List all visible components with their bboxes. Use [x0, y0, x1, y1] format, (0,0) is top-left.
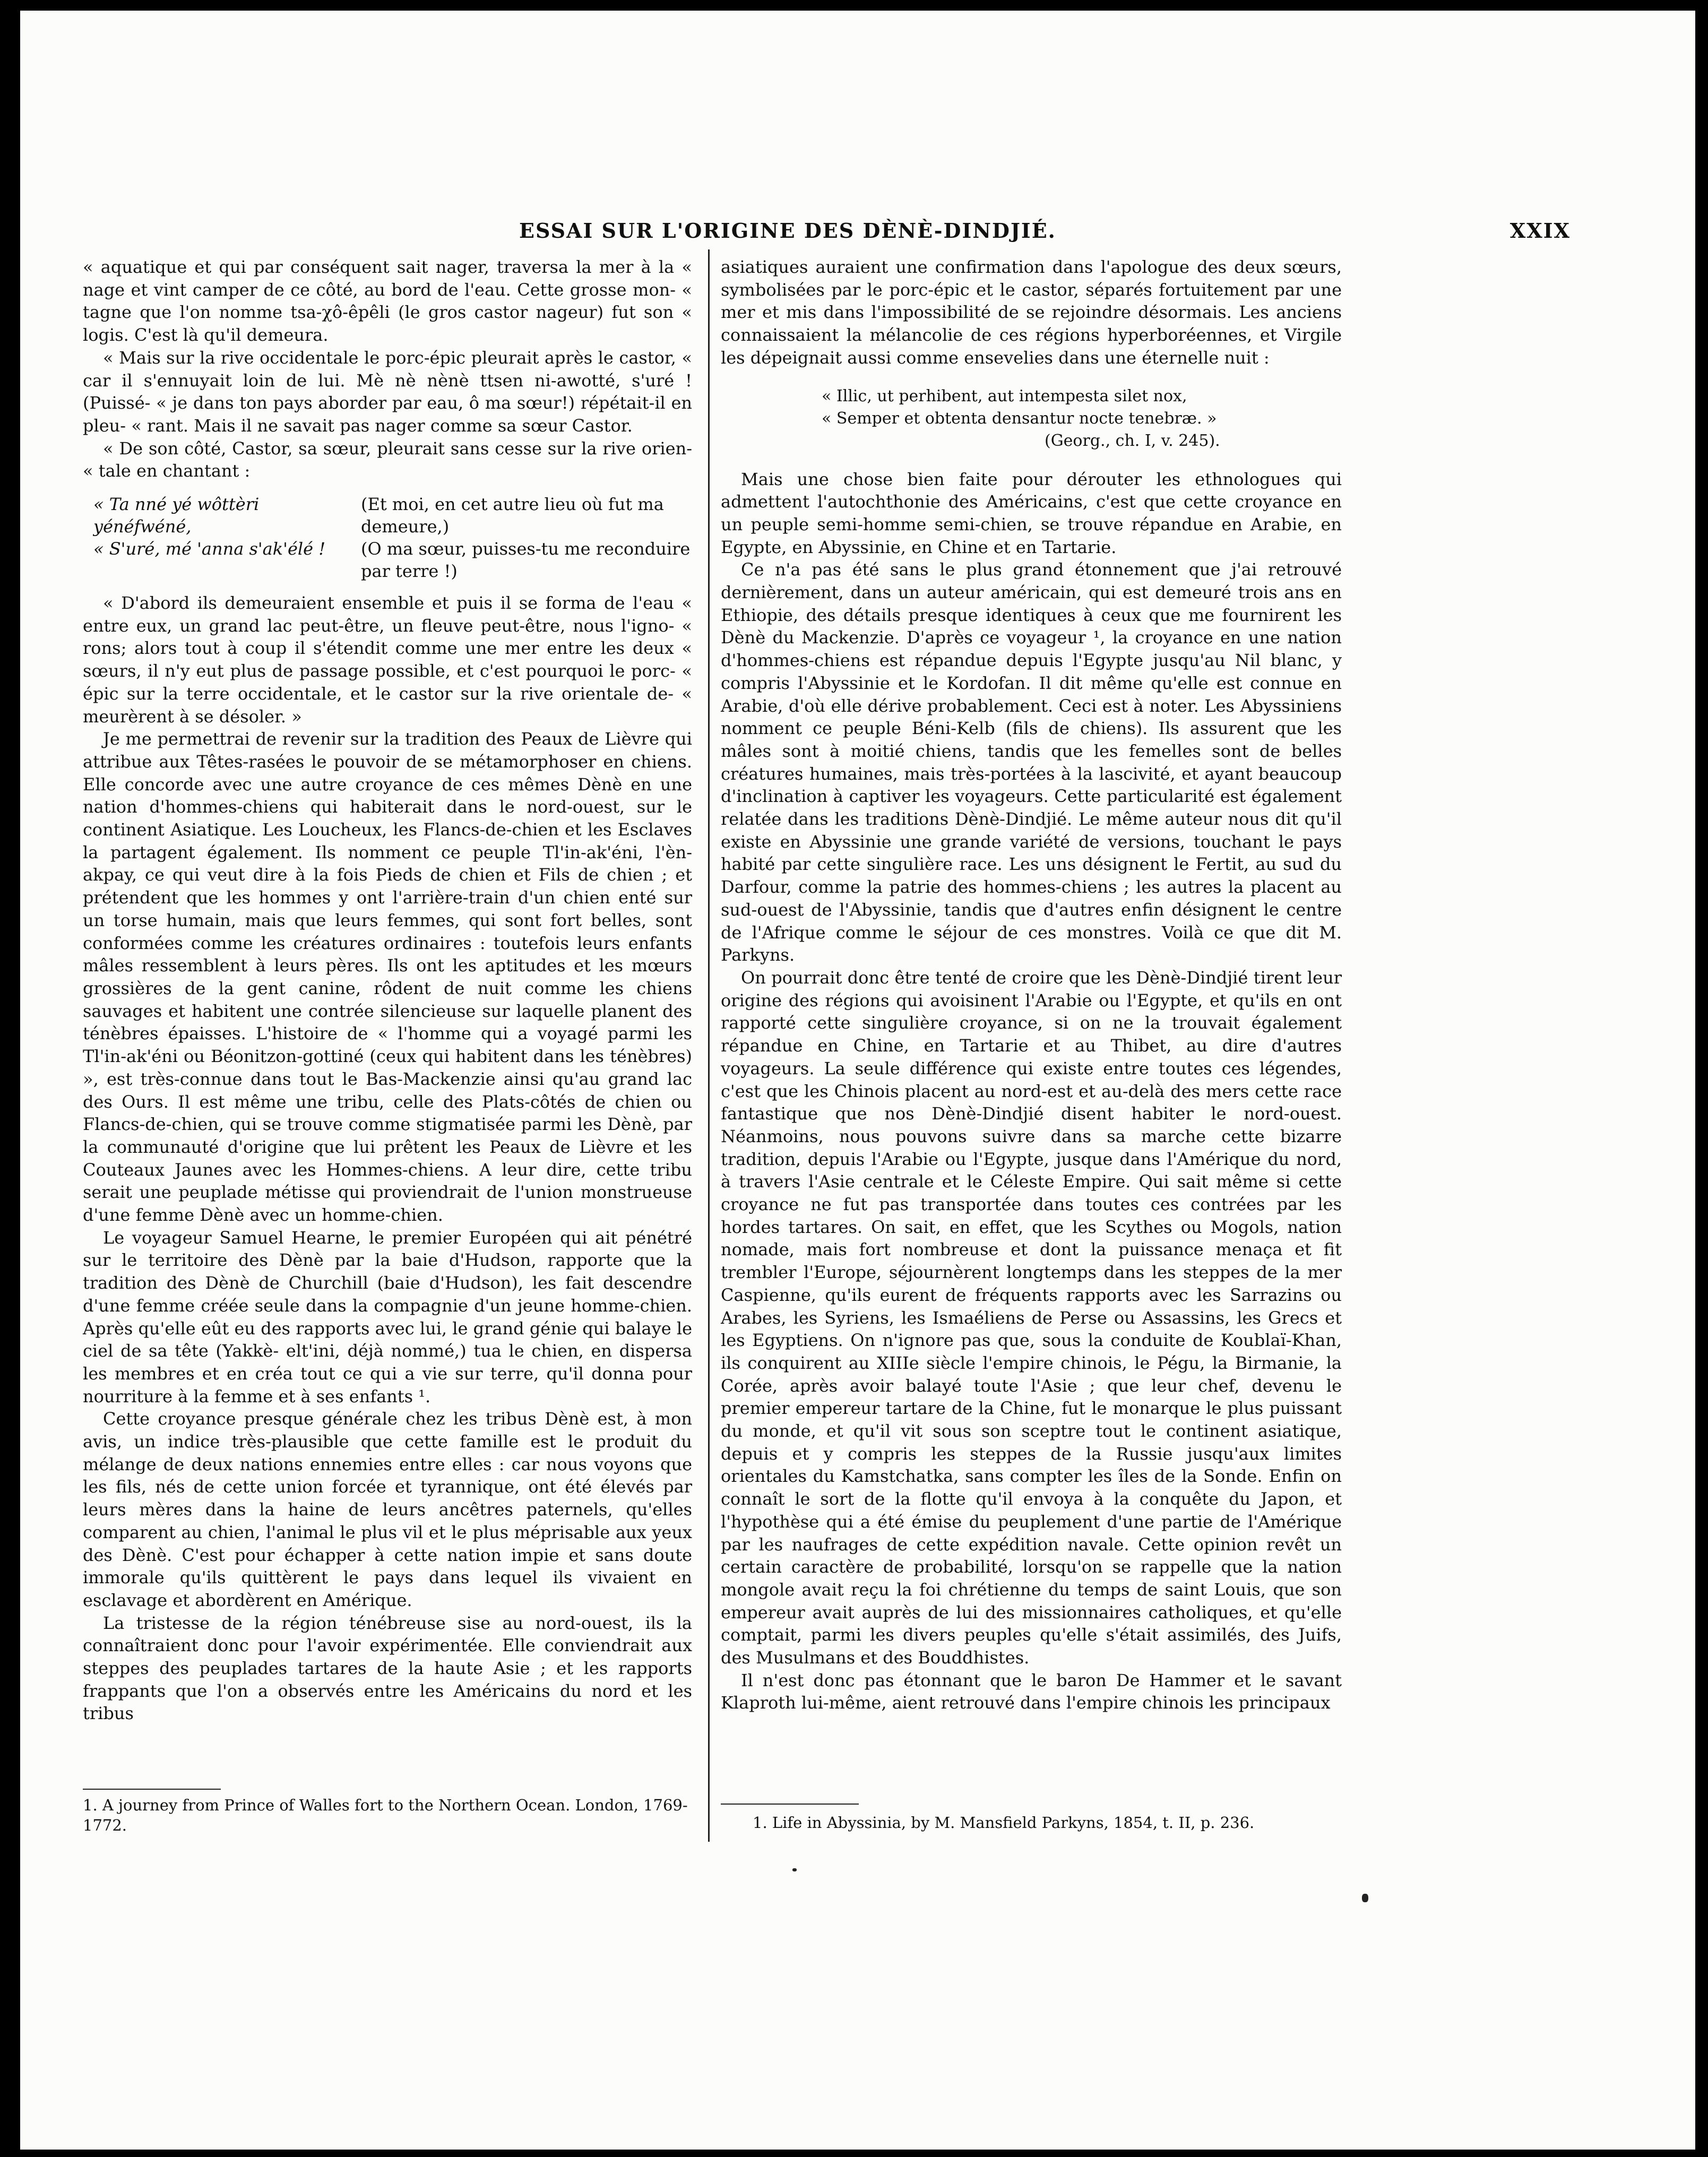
paragraph: « D'abord ils demeuraient ensemble et puis il se forma de l'eau « entre eux, un grand lac peut-être, un fleuve peut-être, nous l'igno- « rons; alors tout à coup il s'étendit comme une mer entre les deux « sœurs, il n'y eut plus de passage possible, et c'est pourquoi le porc- « épic sur la terre occidentale, et le castor sur la rive orientale de- « meurèrent à se désoler. » [83, 593, 692, 727]
song-line-dene: « Ta nné yé wôttèri yénéfwéné, [93, 494, 260, 537]
paragraph: « Mais sur la rive occidentale le porc-épic pleurait après le castor, « car il s'ennuyait loin de lui. Mè nè nènè ttsen ni-awotté, s'uré ! (Puissé- « je dans ton pays aborder par eau, ô ma sœur!) répétait-il en pleu- « rant. Mais il ne savait pas nager comme sa sœur Castor. [83, 347, 692, 436]
paragraph: asiatiques auraient une confirmation dans l'apologue des deux sœurs, symbolisées par le porc-épic et le castor, séparés fortuitement par une mer et mis dans l'impossibilité de se rejoindre désormais. Les anciens connaissaient la mélancolie de ces régions hyperboréennes, et Virgile les dépeignait aussi comme ensevelies dans une éternelle nuit : [721, 257, 1342, 368]
footnote-rule [721, 1804, 859, 1805]
scanned-page [20, 11, 1695, 2150]
song-line-dene: « S'uré, mé 'anna s'ak'élé ! [93, 539, 326, 559]
latin-reference: (Georg., ch. I, v. 245). [1045, 431, 1220, 450]
latin-quotation [822, 385, 1342, 452]
paragraph: On pourrait donc être tenté de croire que les Dènè-Dindjié tirent leur origine des régions qui avoisinent l'Arabie ou l'Egypte, et qu'ils en ont rapporté cette singulière croyance, si on ne la trouvait également répandue en Chine, en Tartarie et au Thibet, au dire d'autres voyageurs. La seule différence qui existe entre toutes ces légendes, c'est que les Chinois placent au nord-est et au-delà des mers cette race fantastique que nos Dènè-Dindjié disent habiter le nord-ouest. Néanmoins, nous pouvons suivre dans sa marche cette bizarre tradition, depuis l'Arabie ou l'Egypte, jusque dans l'Amérique du nord, à travers l'Asie centrale et le Céleste Empire. Qui sait même si cette croyance ne fut pas transportée dans toutes ces contrées par les hordes tartares. On sait, en effet, que les Scythes ou Mogols, nation nomade, mais fort nombreuse et dont la puissance menaça et fit trembler l'Europe, séjournèrent longtemps dans les steppes de la mer Caspienne, qu'ils eurent de fréquents rapports avec les Sarrazins ou Arabes, les Syriens, les Ismaéliens de Perse ou Assassins, les Grecs et les Egyptiens. On n'ignore pas que, sous la conduite de Koublaï-Khan, ils conquirent au XIIIe siècle l'empire chinois, le Pégu, la Birmanie, la Corée, après avoir balayé toute l'Asie ; que leur chef, devenu le premier empereur tartare de la Chine, fut le monarque le plus puissant du monde, et qu'il vit sous son sceptre tout le continent asiatique, depuis et y compris les steppes de la Russie jusqu'aux limites orientales du Kamstchatka, sans compter les îles de la Sonde. Enfin on connaît le sort de la flotte qu'il envoya à la conquête du Japon, et l'hypothèse qui a été émise du peuplement d'une partie de l'Amérique par les naufrages de cette expédition navale. Cette opinion revêt un certain caractère de probabilité, lorsqu'on se rappelle que la nation mongole avait reçu la foi chrétienne du temps de saint Louis, que son empereur avait auprès de lui des missionnaires catholiques, et qu'elle comptait, parmi les divers peuples qu'elle s'était assimilés, des Juifs, des Musulmans et des Bouddhistes. [721, 967, 1342, 1668]
song-line-translation: (O ma sœur, puisses-tu me reconduire par terre !) [361, 539, 691, 582]
latin-line: « Semper et obtenta densantur nocte tenebræ. » [822, 409, 1217, 428]
dene-song [93, 493, 692, 582]
column-divider [708, 249, 710, 1842]
latin-line: « Illic, ut perhibent, aut intempesta silet nox, [822, 386, 1187, 405]
footnote-right: 1. Life in Abyssinia, by M. Mansfield Parkyns, 1854, t. II, p. 236. [753, 1814, 1255, 1832]
paragraph: La tristesse de la région ténébreuse sise au nord-ouest, ils la connaîtraient donc pour l'avoir expérimentée. Elle conviendrait aux steppes des peuplades tartares de la haute Asie ; et les rapports frappants que l'on a observés entre les Américains du nord et les tribus [83, 1612, 692, 1724]
footnote-left: 1. A journey from Prince of Walles fort to the Northern Ocean. London, 1769-1772. [83, 1796, 688, 1834]
paragraph: Cette croyance presque générale chez les tribus Dènè est, à mon avis, un indice très-plausible que cette famille est le produit du mélange de deux nations ennemies entre elles : car nous voyons que les fils, nés de cette union forcée et tyrannique, ont été élevés par leurs mères dans la haine de leurs ancêtres paternels, qu'elles comparent au chien, l'animal le plus vil et le plus méprisable aux yeux des Dènè. C'est pour échapper à cette nation impie et sans doute immorale qu'ils quittèrent le pays dans lequel ils vivaient en esclavage et abordèrent en Amérique. [83, 1409, 692, 1610]
paragraph: « De son côté, Castor, sa sœur, pleurait sans cesse sur la rive orien- « tale en chantant : [83, 438, 692, 481]
right-column [721, 256, 1342, 1714]
paragraph: Je me permettrai de revenir sur la tradition des Peaux de Lièvre qui attribue aux Têtes-rasées le pouvoir de se métamorphoser en chiens. Elle concorde avec une autre croyance de ces mêmes Dènè en une nation d'hommes-chiens qui habiterait dans le nord-ouest, sur le continent Asiatique. Les Loucheux, les Flancs-de-chien et les Esclaves la partagent également. Ils nomment ce peuple Tl'in-ak'éni, l'èn-akpay, ce qui veut dire à la fois Pieds de chien et Fils de chien ; et prétendent que les hommes y ont l'arrière-train d'un chien enté sur un torse humain, mais que leurs femmes, qui sont fort belles, sont conformées comme les créatures ordinaires : toutefois leurs enfants mâles ressemblent à leurs pères. Ils ont les aptitudes et les mœurs grossières de la gent canine, rôdent de nuit comme les chiens sauvages et habitent une contrée silencieuse sur laquelle planent des ténèbres épaisses. L'histoire de « l'homme qui a voyagé parmi les Tl'in-ak'éni ou Béonitzon-gottiné (ceux qui habitent dans les ténèbres) », est très-connue dans tout le Bas-Mackenzie ainsi qu'au grand lac des Ours. Il est même une tribu, celle des Plats-côtés de chien ou Flancs-de-chien, qui se trouve comme stigmatisée parmi les Dènè, par la communauté d'origine que lui prêtent les Peaux de Lièvre et les Couteaux Jaunes avec les Hommes-chiens. A leur dire, cette tribu serait une peuplade métisse qui proviendrait de l'union monstrueuse d'une femme Dènè avec un homme-chien. [83, 729, 692, 1226]
ink-smudge [792, 1868, 797, 1871]
paragraph: Mais une chose bien faite pour dérouter les ethnologues qui admettent l'autochthonie des Américains, c'est que cette croyance en un peuple semi-homme semi-chien, se trouve répandue en Arabie, en Egypte, en Abyssinie, en Chine et en Tartarie. [721, 469, 1342, 557]
paragraph: Le voyageur Samuel Hearne, le premier Européen qui ait pénétré sur le territoire des Dènè par la baie d'Hudson, rapporte que la tradition des Dènè de Churchill (baie d'Hudson), les fait descendre d'une femme créée seule dans la compagnie d'un jeune homme-chien. Après qu'elle eût eu des rapports avec lui, le grand génie qui balaye le ciel de sa tête (Yakkè- elt'ini, déjà nommé,) tua le chien, en dispersa les membres et en créa tout ce qui a vie sur terre, qu'il donna pour nourriture à la femme et à ses enfants ¹. [83, 1227, 692, 1407]
paragraph: Ce n'a pas été sans le plus grand étonnement que j'ai retrouvé dernièrement, dans un auteur américain, qui est demeuré trois ans en Ethiopie, des détails presque identiques à ceux que me fournirent les Dènè du Mackenzie. D'après ce voyageur ¹, la croyance en une nation d'hommes-chiens est répandue depuis l'Egypte jusqu'au Nil blanc, y compris l'Abyssinie et le Kordofan. Il dit même qu'elle est connue en Arabie, d'où elle dérive probablement. Ceci est à noter. Les Abyssiniens nomment ce peuple Béni-Kelb (fils de chiens). Ils assurent que les mâles sont à moitié chiens, tandis que les femelles sont de belles créatures humaines, mais très-portées à la lascivité, et ayant beaucoup d'inclination à captiver les voyageurs. Cette particularité est également relatée dans les traditions Dènè-Dindjié. Le même auteur nous dit qu'il existe en Abyssinie une grande variété de versions, touchant le pays habité par cette singulière race. Les uns désignent le Fertit, au sud du Darfour, comme la patrie des hommes-chiens ; les autres la placent au sud-ouest de l'Abyssinie, tandis que d'autres enfin désignent le centre de l'Afrique comme le séjour de ces monstres. Voilà ce que dit M. Parkyns. [721, 559, 1342, 965]
ink-smudge [1362, 1894, 1368, 1902]
footnote-rule [83, 1789, 221, 1790]
running-header [519, 219, 1571, 243]
song-line-translation: (Et moi, en cet autre lieu où fut ma demeure,) [361, 494, 664, 537]
paragraph: « aquatique et qui par conséquent sait nager, traversa la mer à la « nage et vint camper de ce côté, au bord de l'eau. Cette grosse mon- « tagne que l'on nomme tsa-χô-êpêli (le gros castor nageur) fut son « logis. C'est là qu'il demeura. [83, 257, 692, 346]
page-number: XXIX [1509, 219, 1571, 243]
running-title: ESSAI SUR L'ORIGINE DES DÈNÈ-DINDJIÉ. [519, 219, 1056, 243]
paragraph: Il n'est donc pas étonnant que le baron De Hammer et le savant Klaproth lui-même, aient retrouvé dans l'empire chinois les principaux [721, 1670, 1342, 1713]
left-column [83, 256, 692, 1725]
